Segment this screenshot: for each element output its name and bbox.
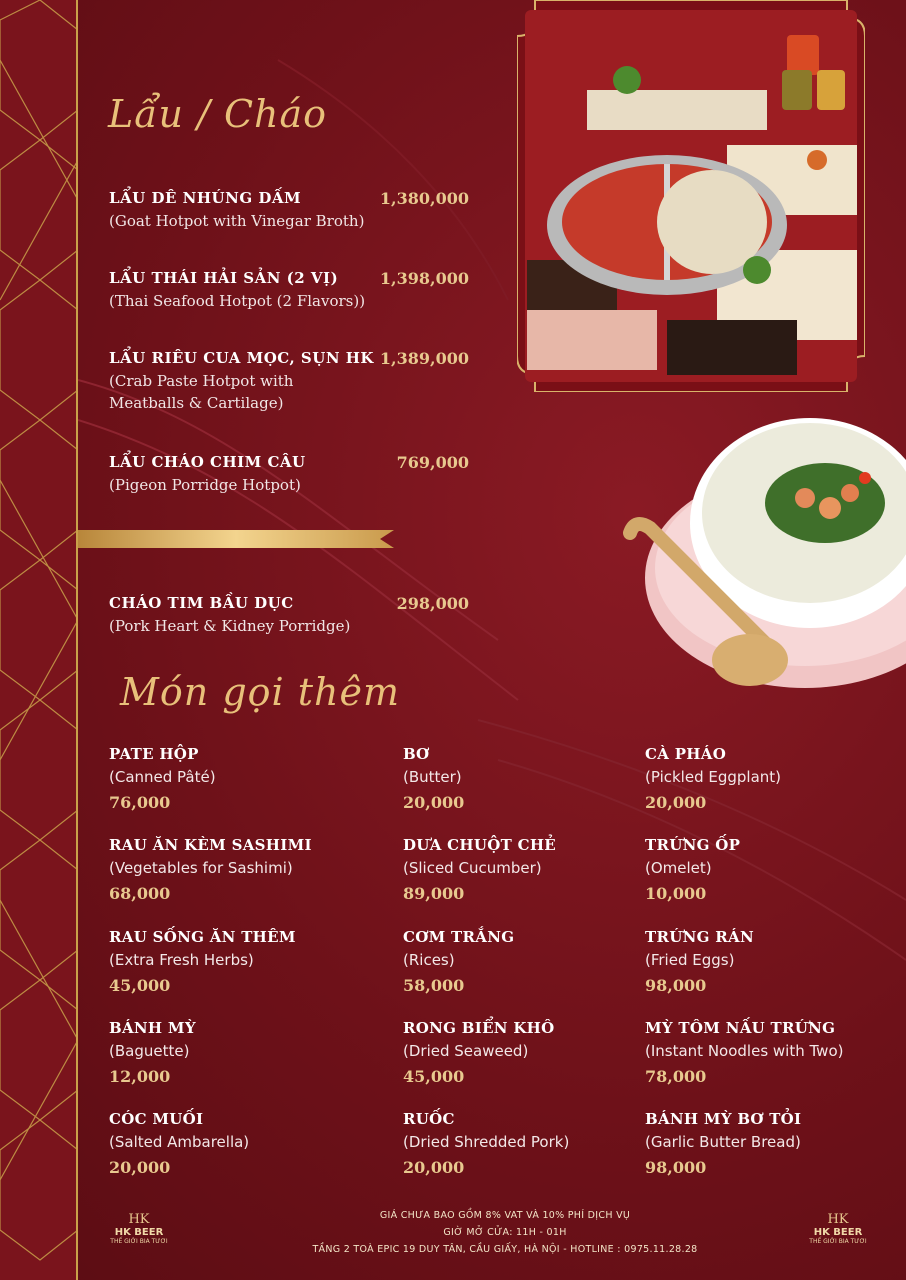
extras-section-title: Món gọi thêm [120, 670, 401, 714]
dish-name: CHÁO TIM BẦU DỤC [109, 594, 294, 612]
extra-item-name: DƯA CHUỘT CHẺ [403, 836, 557, 854]
dish-price: 769,000 [396, 453, 469, 472]
extra-item-english: (Butter) [403, 768, 462, 786]
extra-item-price: 68,000 [109, 884, 171, 903]
dish-name: LẨU CHÁO CHIM CÂU [109, 453, 306, 471]
menu-item [109, 269, 469, 312]
dish-price: 1,389,000 [379, 349, 469, 368]
extra-menu-item [109, 1019, 379, 1086]
dish-english: (Pork Heart & Kidney Porridge) [109, 617, 351, 635]
logo-tagline: THẾ GIỚI BIA TƯƠI [110, 1238, 168, 1245]
extra-item-name: TRỨNG RÁN [645, 928, 754, 946]
dish-price: 1,398,000 [379, 269, 469, 288]
extra-item-name: BƠ [403, 745, 430, 763]
extra-item-english: (Dried Seaweed) [403, 1042, 529, 1060]
extra-item-price: 78,000 [645, 1067, 707, 1086]
dish-english: (Pigeon Porridge Hotpot) [109, 476, 301, 494]
extra-item-english: (Instant Noodles with Two) [645, 1042, 844, 1060]
dish-name: LẨU THÁI HẢI SẢN (2 VỊ) [109, 269, 339, 287]
extra-item-price: 20,000 [403, 1158, 465, 1177]
extra-item-name: CÀ PHÁO [645, 745, 727, 763]
extra-item-price: 58,000 [403, 976, 465, 995]
extra-item-english: (Rices) [403, 951, 455, 969]
extra-item-name: CÓC MUỐI [109, 1110, 204, 1128]
extra-menu-item [403, 1019, 673, 1086]
menu-item [109, 594, 469, 637]
extra-menu-item [403, 745, 673, 812]
extra-menu-item [645, 836, 906, 903]
footer-price-note: GIÁ CHƯA BAO GỒM 8% VAT VÀ 10% PHÍ DỊCH VỤ [379, 1210, 631, 1221]
hotpot-photo [517, 0, 865, 392]
extra-item-price: 20,000 [645, 793, 707, 812]
extra-item-name: RAU ĂN KÈM SASHIMI [109, 836, 312, 854]
extra-menu-item [109, 745, 379, 812]
hotpot-section-title: Lẩu / Cháo [108, 92, 328, 136]
extra-item-price: 20,000 [109, 1158, 171, 1177]
extra-item-price: 98,000 [645, 976, 707, 995]
extra-item-name: RUỐC [403, 1110, 455, 1128]
dish-price: 1,380,000 [379, 189, 469, 208]
menu-item [109, 349, 469, 414]
extra-item-price: 76,000 [109, 793, 171, 812]
footer-address-hotline: TẦNG 2 TOÀ EPIC 19 DUY TÂN, CẦU GIẤY, HÀ NỘI - HOTLINE : 0975.11.28.28 [312, 1244, 698, 1255]
extra-item-english: (Pickled Eggplant) [645, 768, 781, 786]
extra-menu-item [109, 1110, 379, 1177]
extra-item-price: 45,000 [403, 1067, 465, 1086]
dish-name: LẨU RIÊU CUA MỌC, SỤN HK [109, 349, 374, 367]
extra-item-english: (Canned Pâté) [109, 768, 216, 786]
logo-brand: HK BEER [813, 1227, 863, 1238]
extra-menu-item [645, 1110, 906, 1177]
extra-item-name: RAU SỐNG ĂN THÊM [109, 928, 296, 946]
extra-item-price: 45,000 [109, 976, 171, 995]
extra-menu-item [403, 928, 673, 995]
hk-beer-logo-right [808, 1212, 868, 1245]
logo-brand: HK BEER [114, 1227, 164, 1238]
logo-mark-icon: HK [827, 1212, 849, 1227]
extra-item-english: (Sliced Cucumber) [403, 859, 542, 877]
menu-item [109, 189, 469, 232]
dish-price: 298,000 [396, 594, 469, 613]
extra-item-price: 20,000 [403, 793, 465, 812]
extra-menu-item [109, 928, 379, 995]
logo-tagline: THẾ GIỚI BIA TƯƠI [809, 1238, 867, 1245]
extra-menu-item [645, 745, 906, 812]
hk-beer-logo-left [109, 1212, 169, 1245]
dish-english: (Goat Hotpot with Vinegar Broth) [109, 212, 365, 230]
footer-info [300, 1207, 710, 1258]
extra-item-price: 12,000 [109, 1067, 171, 1086]
extra-item-english: (Baguette) [109, 1042, 190, 1060]
extra-item-english: (Vegetables for Sashimi) [109, 859, 293, 877]
extra-item-name: TRỨNG ỐP [645, 836, 741, 854]
extra-item-price: 89,000 [403, 884, 465, 903]
extra-menu-item [109, 836, 379, 903]
extra-item-price: 98,000 [645, 1158, 707, 1177]
menu-item [109, 453, 469, 496]
dish-english: (Thai Seafood Hotpot (2 Flavors)) [109, 292, 366, 310]
extra-item-name: BÁNH MỲ BƠ TỎI [645, 1110, 802, 1128]
extra-item-price: 10,000 [645, 884, 707, 903]
logo-mark-icon: HK [128, 1212, 150, 1227]
gold-ribbon-divider [78, 530, 394, 548]
extra-item-english: (Fried Eggs) [645, 951, 735, 969]
footer-opening-hours: GIỜ MỞ CỬA: 11H - 01H [443, 1227, 567, 1238]
extra-item-english: (Dried Shredded Pork) [403, 1133, 570, 1151]
extra-menu-item [645, 928, 906, 995]
extra-item-name: BÁNH MỲ [109, 1019, 196, 1037]
decorative-border-strip [0, 0, 78, 1280]
extra-item-english: (Extra Fresh Herbs) [109, 951, 254, 969]
extra-menu-item [403, 836, 673, 903]
extra-item-name: MỲ TÔM NẤU TRỨNG [645, 1019, 836, 1037]
dish-english: (Crab Paste Hotpot with Meatballs & Cartilage) [109, 372, 294, 412]
extra-menu-item [645, 1019, 906, 1086]
extra-item-english: (Salted Ambarella) [109, 1133, 250, 1151]
porridge-photo [615, 408, 906, 708]
extra-item-name: PATE HỘP [109, 745, 199, 763]
extra-item-name: RONG BIỂN KHÔ [403, 1019, 555, 1037]
extra-item-english: (Garlic Butter Bread) [645, 1133, 801, 1151]
extra-menu-item [403, 1110, 673, 1177]
dish-name: LẨU DÊ NHÚNG DẤM [109, 189, 302, 207]
extra-item-english: (Omelet) [645, 859, 712, 877]
extra-item-name: CƠM TRẮNG [403, 928, 515, 946]
